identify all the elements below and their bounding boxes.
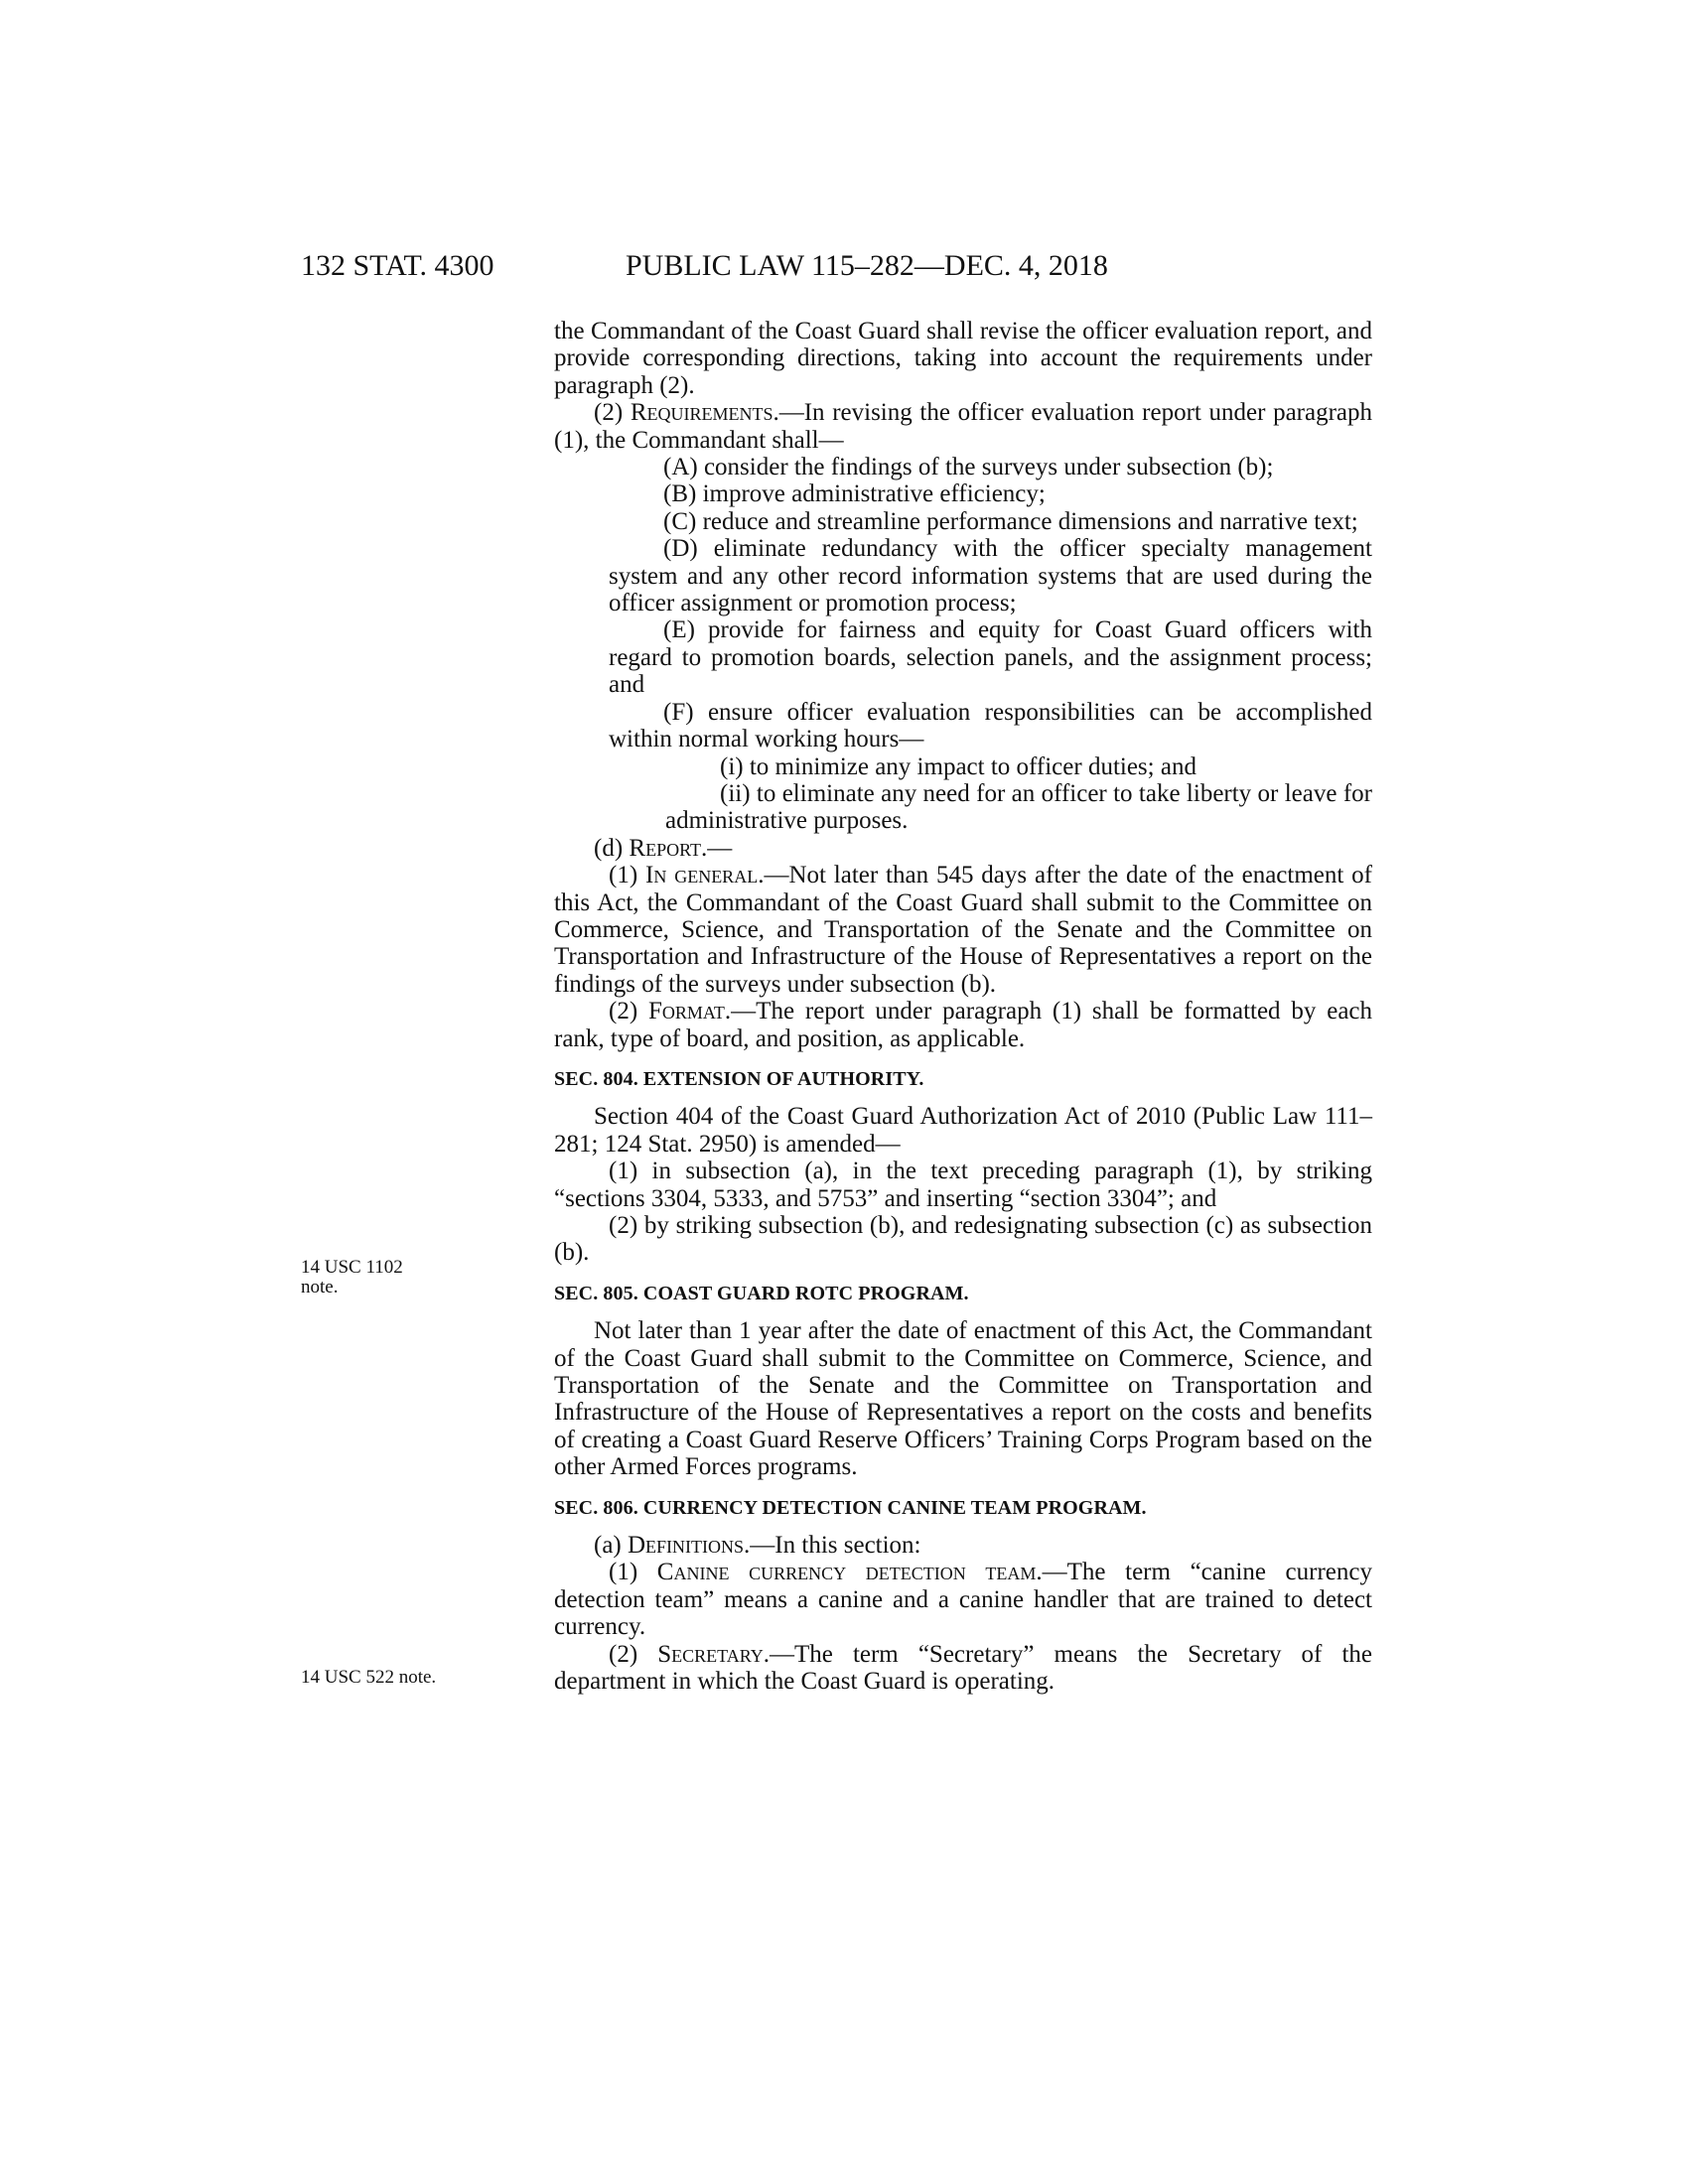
paragraph-in-general: (1) In general.—Not later than 545 days after the date of the enactment of this Act, the Commandant of the Coast Guard shall submit to the Committee on Commerce, Science, and Transportation of the Senate and the Committee on Transportation and Infrastructure of the House of Representatives a report on the findings of the surveys under subsection (b). [554,862,1372,998]
paragraph-format: (2) Format.—The report under paragraph (1) shall be formatted by each rank, type of board, and position, as applicable. [554,998,1373,1052]
margin-note-sec-804 [301,1258,403,1297]
list-item-c: (C) reduce and streamline performance dimensions and narrative text; [663,507,1358,535]
definition-secretary: (2) Secretary.—The term “Secretary” means the Secretary of the department in which the Coast Guard is operating. [554,1640,1373,1696]
section-804-heading: SEC. 804. EXTENSION OF AUTHORITY. [554,1067,924,1090]
list-item-f-i: (i) to minimize any impact to officer duties; and [720,752,1196,780]
section-804-item-2: (2) by striking subsection (b), and redesignating subsection (c) as subsection (b). [554,1212,1372,1267]
margin-note-line: 14 USC 1102 [301,1257,403,1278]
margin-note-line: note. [301,1277,339,1297]
list-item-f: (F) ensure officer evaluation responsibilities can be accomplished within normal working hours— [609,698,1372,753]
margin-note-sec-806: 14 USC 522 note. [301,1667,437,1688]
section-804-paragraph: Section 404 of the Coast Guard Authorization Act of 2010 (Public Law 111–281; 124 Stat. 2950) is amended— [554,1103,1372,1158]
section-806-heading: SEC. 806. CURRENCY DETECTION CANINE TEAM PROGRAM. [554,1496,1147,1519]
paragraph-requirements: (2) Requirements.—In revising the officer evaluation report under paragraph (1), the Commandant shall— [554,399,1373,454]
list-item-b: (B) improve administrative efficiency; [663,480,1046,508]
definition-canine-team: (1) Canine currency detection team.—The term “canine currency detection team” means a canine and a canine handler that are trained to detect currency. [554,1559,1372,1641]
section-805-paragraph: Not later than 1 year after the date of enactment of this Act, the Commandant of the Coast Guard shall submit to the Committee on Commerce, Science, and Transportation of the Senate and the Committee on Transportation and Infrastructure of the House of Representatives a report on the costs and benefits of creating a Coast Guard Reserve Officers’ Training Corps Program based on the other Armed Forces programs. [554,1317,1372,1481]
body-text [554,318,1372,1696]
paragraph-intro: the Commandant of the Coast Guard shall revise the officer evaluation report, and provide corresponding directions, taking into account the requirements under paragraph (2). [554,318,1372,399]
section-804-item-1: (1) in subsection (a), in the text preceding paragraph (1), by striking “sections 3304, 5333, and 5753” and inserting “section 3304”; and [554,1158,1372,1212]
subsection-definitions: (a) Definitions.—In this section: [594,1532,921,1560]
list-item-d: (D) eliminate redundancy with the officer specialty management system and any other record information systems that are used during the officer assignment or promotion process; [609,535,1372,617]
subsection-report-heading: (d) Report.— [594,834,733,862]
list-item-e: (E) provide for fairness and equity for Coast Guard officers with regard to promotion boards, selection panels, and the assignment process; and [609,616,1372,699]
statute-page-reference: 132 STAT. 4300 [301,249,494,282]
list-item-f-ii: (ii) to eliminate any need for an officer to take liberty or leave for administrative purposes. [665,779,1372,835]
running-header-title: PUBLIC LAW 115–282—DEC. 4, 2018 [626,249,1108,282]
section-805-heading: SEC. 805. COAST GUARD ROTC PROGRAM. [554,1282,969,1304]
list-item-a: (A) consider the findings of the surveys under subsection (b); [663,454,1274,481]
